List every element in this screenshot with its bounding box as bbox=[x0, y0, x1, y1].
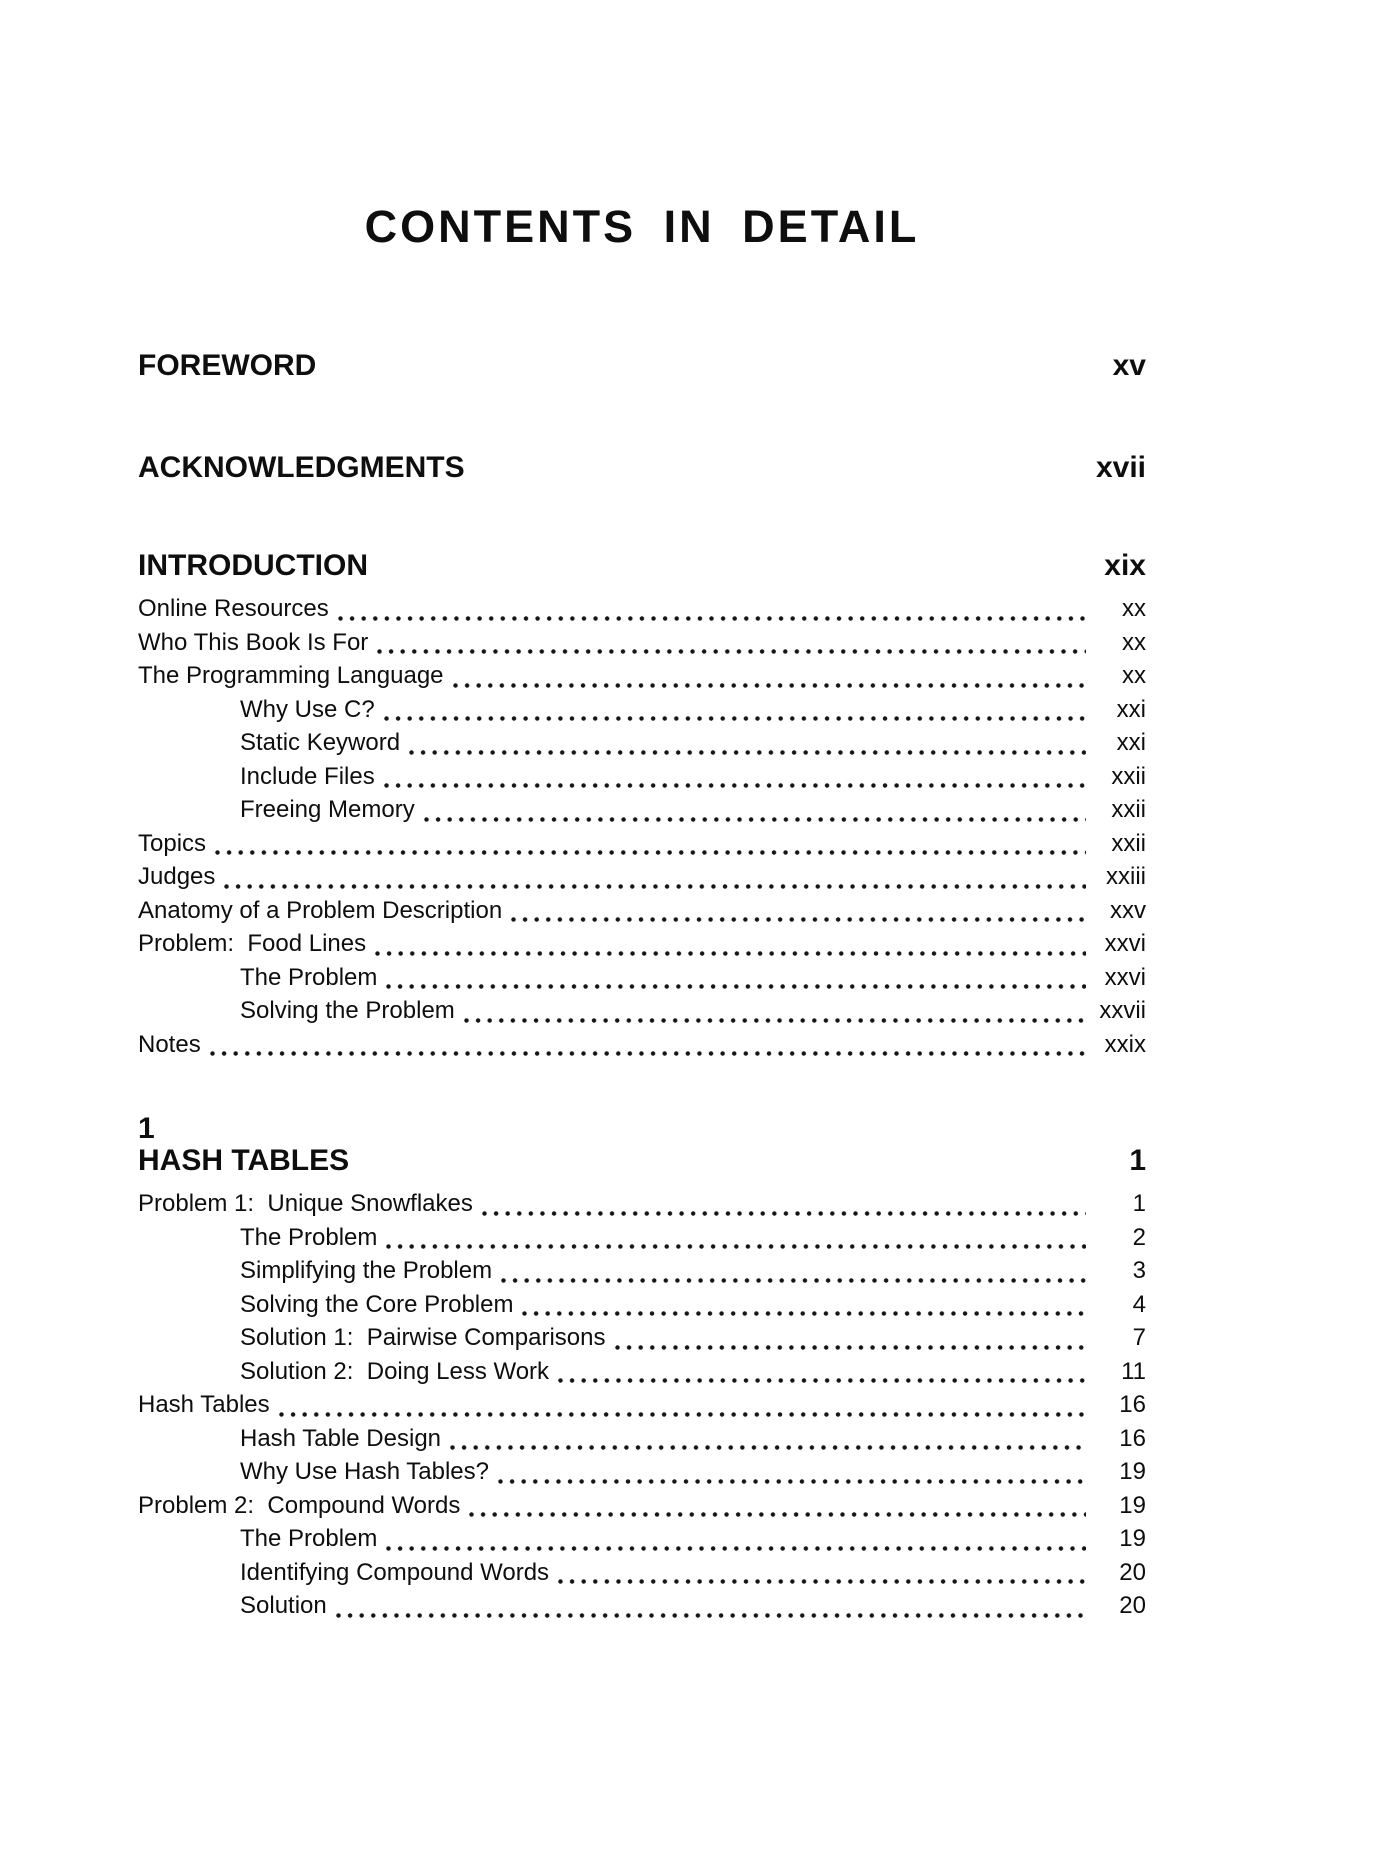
toc-entry-label: Problem 1: Unique Snowflakes bbox=[138, 1190, 473, 1217]
toc-entry-label: The Programming Language bbox=[138, 662, 444, 689]
dot-leader bbox=[336, 1589, 1086, 1623]
toc-entry-label: Identifying Compound Words bbox=[240, 1558, 550, 1586]
dot-leader bbox=[384, 693, 1086, 727]
toc-entry bbox=[138, 1522, 1146, 1556]
toc-heading-label: INTRODUCTION bbox=[138, 549, 368, 582]
toc-entry bbox=[138, 1388, 1146, 1422]
dot-leader bbox=[522, 1288, 1086, 1322]
dot-leader bbox=[501, 1254, 1086, 1288]
dot-leader bbox=[469, 1489, 1086, 1523]
dot-leader bbox=[464, 994, 1086, 1028]
toc-entry-label: Notes bbox=[138, 1030, 201, 1058]
toc-entry-label: The Problem bbox=[240, 1525, 378, 1552]
dot-leader bbox=[409, 726, 1086, 760]
dot-leader bbox=[511, 894, 1086, 928]
toc-entry-label: Static Keyword bbox=[240, 729, 401, 756]
toc-entry-label: Solving the Core Problem bbox=[240, 1290, 514, 1318]
dot-leader bbox=[450, 1422, 1086, 1456]
dot-leader bbox=[377, 626, 1086, 660]
toc-entry-page: xxix bbox=[1104, 1030, 1146, 1058]
toc-entry-label: Simplifying the Problem bbox=[240, 1257, 493, 1284]
toc-entry-page: 2 bbox=[1132, 1223, 1146, 1251]
toc-entry-page: 19 bbox=[1119, 1525, 1146, 1552]
toc-entry bbox=[138, 626, 1146, 660]
toc-heading-label: ACKNOWLEDGMENTS bbox=[138, 451, 465, 484]
toc-heading-page: 1 bbox=[1129, 1144, 1146, 1177]
dot-leader bbox=[386, 1522, 1086, 1556]
toc-entry-label: Judges bbox=[138, 863, 216, 890]
toc-entry-label: Solving the Problem bbox=[240, 997, 455, 1024]
toc-entry-label: Anatomy of a Problem Description bbox=[138, 896, 503, 924]
sections-list bbox=[138, 549, 1146, 1623]
toc-entry-page: 19 bbox=[1119, 1491, 1146, 1519]
toc-entries bbox=[138, 592, 1146, 1061]
toc-heading-row bbox=[138, 549, 1146, 583]
toc-entry-page: xxi bbox=[1116, 729, 1146, 756]
toc-section bbox=[138, 549, 1146, 1061]
dot-leader bbox=[424, 793, 1086, 827]
dot-leader bbox=[615, 1321, 1087, 1355]
toc-entry-page: 20 bbox=[1119, 1558, 1146, 1586]
toc-heading-row bbox=[138, 1144, 1146, 1178]
toc-entry-page: xxvi bbox=[1104, 930, 1146, 957]
toc-entry bbox=[138, 1556, 1146, 1590]
toc-entries bbox=[138, 1187, 1146, 1623]
toc-entry-label: Hash Tables bbox=[138, 1391, 270, 1418]
dot-leader bbox=[558, 1556, 1086, 1590]
toc-entry bbox=[138, 1321, 1146, 1355]
dot-leader bbox=[338, 592, 1086, 626]
toc-entry bbox=[138, 693, 1146, 727]
toc-entry-page: 19 bbox=[1119, 1458, 1146, 1485]
toc-heading-page: xvii bbox=[1095, 451, 1146, 484]
toc-entry-page: xx bbox=[1122, 662, 1146, 689]
toc-entry bbox=[138, 1355, 1146, 1389]
toc-heading-label: FOREWORD bbox=[138, 349, 317, 382]
toc-entry-page: xxii bbox=[1111, 762, 1146, 790]
toc-entry bbox=[138, 994, 1146, 1028]
toc-entry-label: Freeing Memory bbox=[240, 796, 415, 823]
toc-entry-label: Who This Book Is For bbox=[138, 628, 369, 656]
dot-leader bbox=[482, 1187, 1086, 1221]
toc-entry bbox=[138, 1028, 1146, 1062]
toc-entry-page: 3 bbox=[1132, 1257, 1146, 1284]
toc-section bbox=[138, 1114, 1146, 1623]
toc-entry bbox=[138, 1422, 1146, 1456]
toc-entry-label: Solution 2: Doing Less Work bbox=[240, 1357, 550, 1385]
toc-entry-label: Why Use C? bbox=[240, 695, 375, 723]
toc-entry-page: xx bbox=[1122, 628, 1146, 656]
toc-entry bbox=[138, 894, 1146, 928]
toc-entry-page: 7 bbox=[1132, 1324, 1146, 1351]
toc-entry bbox=[138, 726, 1146, 760]
dot-leader bbox=[215, 827, 1086, 861]
toc-entry-page: 1 bbox=[1132, 1190, 1146, 1217]
toc-entry-page: 16 bbox=[1119, 1391, 1146, 1418]
dot-leader bbox=[375, 927, 1086, 961]
toc-entry bbox=[138, 927, 1146, 961]
dot-leader bbox=[224, 860, 1086, 894]
chapter-number: 1 bbox=[138, 1112, 155, 1145]
toc-entry-label: Hash Table Design bbox=[240, 1424, 442, 1452]
toc-heading-row bbox=[138, 451, 1146, 485]
toc-entry-page: xxiii bbox=[1106, 863, 1146, 890]
toc-entry bbox=[138, 860, 1146, 894]
toc-entry-label: The Problem bbox=[240, 963, 378, 991]
toc-entry-label: Include Files bbox=[240, 762, 375, 790]
toc-entry bbox=[138, 1489, 1146, 1523]
toc-entry-label: Online Resources bbox=[138, 595, 329, 622]
toc-entry-page: xxi bbox=[1116, 695, 1146, 723]
toc-entry-label: Solution bbox=[240, 1592, 327, 1619]
toc-entry-label: Problem: Food Lines bbox=[138, 930, 367, 957]
toc-entry bbox=[138, 760, 1146, 794]
toc-entry-page: 16 bbox=[1119, 1424, 1146, 1452]
dot-leader bbox=[386, 961, 1086, 995]
toc-entry-label: The Problem bbox=[240, 1223, 378, 1251]
dot-leader bbox=[498, 1455, 1086, 1489]
toc-heading-row bbox=[138, 349, 1146, 383]
toc-entry-page: 4 bbox=[1132, 1290, 1146, 1318]
dot-leader bbox=[279, 1388, 1086, 1422]
toc-heading-label: HASH TABLES bbox=[138, 1144, 350, 1177]
toc-entry-page: 11 bbox=[1121, 1357, 1146, 1385]
toc-entry bbox=[138, 1589, 1146, 1623]
dot-leader bbox=[210, 1028, 1086, 1062]
dot-leader bbox=[453, 659, 1086, 693]
toc-entry bbox=[138, 1187, 1146, 1221]
toc-entry-page: 20 bbox=[1119, 1592, 1146, 1619]
toc-entry bbox=[138, 1221, 1146, 1255]
front-matter-list bbox=[138, 349, 1146, 485]
toc-entry bbox=[138, 793, 1146, 827]
toc-entry bbox=[138, 592, 1146, 626]
toc-entry-label: Topics bbox=[138, 829, 207, 857]
dot-leader bbox=[386, 1221, 1086, 1255]
toc-entry-label: Why Use Hash Tables? bbox=[240, 1458, 489, 1485]
toc-entry-page: xxii bbox=[1111, 829, 1146, 857]
page-title: CONTENTS IN DETAIL bbox=[364, 201, 920, 252]
dot-leader bbox=[558, 1355, 1086, 1389]
toc-entry-label: Solution 1: Pairwise Comparisons bbox=[240, 1324, 606, 1351]
toc-entry bbox=[138, 1254, 1146, 1288]
toc-entry bbox=[138, 1455, 1146, 1489]
dot-leader bbox=[384, 760, 1086, 794]
toc-entry-page: xxii bbox=[1111, 796, 1146, 823]
toc-entry-page: xxv bbox=[1110, 896, 1146, 924]
toc-entry bbox=[138, 827, 1146, 861]
toc-heading-page: xix bbox=[1104, 549, 1146, 582]
toc-entry-page: xxvii bbox=[1099, 997, 1146, 1024]
toc-entry bbox=[138, 1288, 1146, 1322]
toc-heading-page: xv bbox=[1112, 349, 1146, 382]
toc-entry bbox=[138, 961, 1146, 995]
toc-entry-label: Problem 2: Compound Words bbox=[138, 1491, 461, 1519]
toc-entry bbox=[138, 659, 1146, 693]
toc-entry-page: xx bbox=[1122, 595, 1146, 622]
toc-entry-page: xxvi bbox=[1104, 963, 1146, 991]
